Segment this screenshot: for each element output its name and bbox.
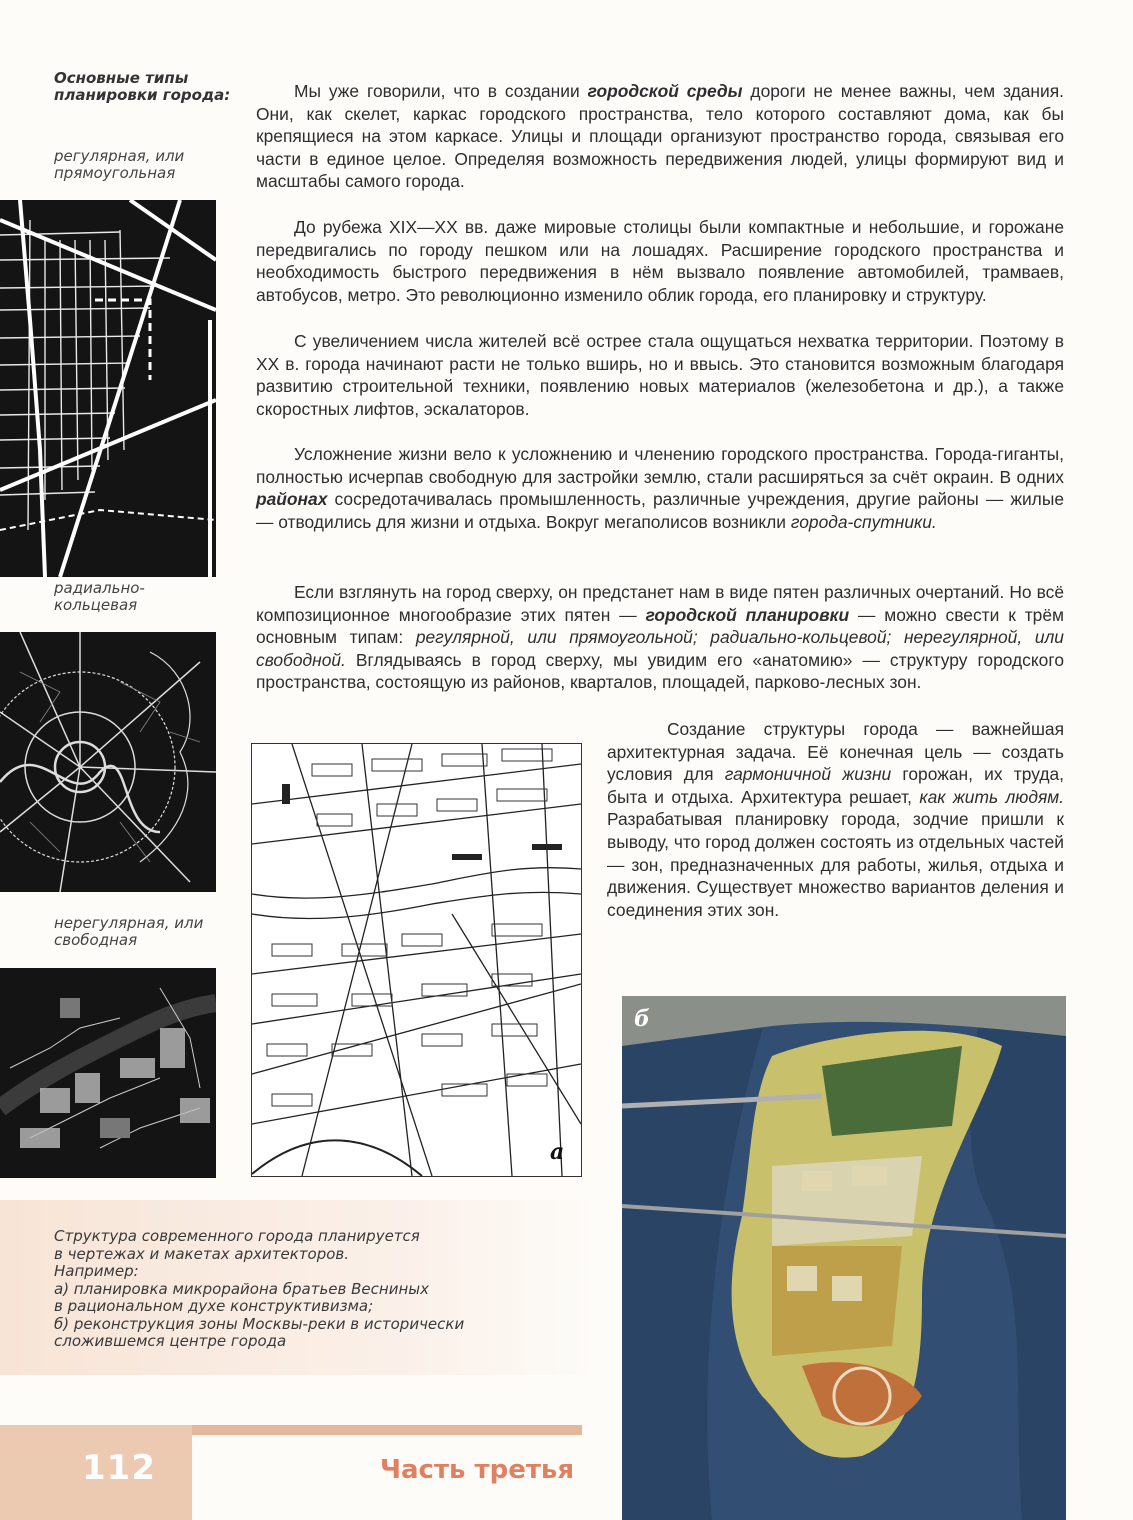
- figure-b-model-photo: [622, 996, 1066, 1520]
- caption-line: а) планировка микрорайона братьев Весниных: [54, 1279, 429, 1298]
- caption-line: в чертежах и макетах архитекторов.: [54, 1244, 350, 1263]
- paragraph-6: Создание структуры города — важнейшая архитектурная задача. Её конечная цель — создать условия для гармоничной жизни горожан, их труда, быта и отдыха. Архитектура решает, как жить людям. Разрабатывая планировку города, зодчие пришли к выводу, что город должен состоять из отдельных частей — зон, предназначенных для работы, жилья, отдыха и движения. Существует множество вариантов деления и соединения этих зон.: [607, 719, 1064, 920]
- figure-a-plan: [251, 743, 582, 1177]
- paragraph-4: Усложнение жизни вело к усложнению и членению городского пространства. Города-гиганты, полностью исчерпав свободную для застройки землю, стали расширяться за счёт окраин. В одних районах сосредотачивалась промышленность, различные учреждения, другие районы — жилые — отводились для жизни и отдыха. Вокруг мегаполисов возникли города-спутники.: [256, 444, 1064, 532]
- radial-plan-map: [0, 632, 216, 892]
- paragraph-1: [256, 80, 1064, 193]
- page-number: 112: [82, 1448, 156, 1488]
- caption-line: Например:: [54, 1262, 139, 1280]
- label-irregular: нерегулярная, или свободная: [54, 914, 204, 949]
- irregular-plan-map: [0, 968, 216, 1178]
- p1-text: Мы уже говорили, что в создании городской среды дороги не менее важны, чем здания. Они, как скелет, каркас городского пространства, тело которого составляют дома, как бы крепящиеся на этом каркасе. Улицы и площади организуют пространство города, связывая его части в единое целое. Определяя возможность передвижения людей, улицы формируют вид и масштабы самого города.: [256, 81, 1064, 192]
- caption-line: сложившемся центре города: [54, 1332, 287, 1350]
- paragraph-2: До рубежа XIX—XX вв. даже мировые столицы были компактные и небольшие, и горожане передвигались по городу пешком или на лошадях. Расширение городского пространства и необходимость быстрого передвижения в нём вызвало появление автомобилей, трамваев, автобусов, метро. Это революционно изменило облик города, его планировку и структуру.: [256, 217, 1064, 305]
- section-title: Часть третья: [380, 1455, 575, 1485]
- figure-caption: [54, 1228, 574, 1351]
- paragraph-3: С увеличением числа жителей всё острее стала ощущаться нехватка территории. Поэтому в XX в. города начинают расти не только вширь, но и ввысь. Это становится возможным благодаря развитию строительной техники, появлению новых материалов (железобетона и др.), а также скоростных лифтов, эскалаторов.: [256, 331, 1064, 419]
- sidebar-heading: Основные типы планировки города:: [54, 69, 231, 104]
- caption-line: Структура современного города планируется: [54, 1227, 420, 1245]
- caption-line: б) реконструкция зоны Москвы-реки в исторически: [54, 1314, 465, 1333]
- caption-line: в рациональном духе конструктивизма;: [54, 1297, 374, 1315]
- figure-b-letter: б: [634, 1006, 650, 1032]
- label-radial: радиально-кольцевая: [54, 579, 145, 614]
- figure-a-letter: а: [550, 1139, 565, 1165]
- paragraph-5: Если взглянуть на город сверху, он предстанет нам в виде пятен различных очертаний. Но всё композиционное многообразие этих пятен — городской планировки — можно свести к трём основным типам: регулярной, или прямоугольной; радиально-кольцевой; нерегулярной, или свободной. Вглядываясь в город сверху, мы увидим его «анатомию» — структуру городского пространства, состоящую из районов, кварталов, площадей, парково-лесных зон.: [256, 582, 1064, 693]
- label-regular: регулярная, или прямоугольная: [54, 147, 185, 182]
- regular-plan-map: [0, 200, 216, 577]
